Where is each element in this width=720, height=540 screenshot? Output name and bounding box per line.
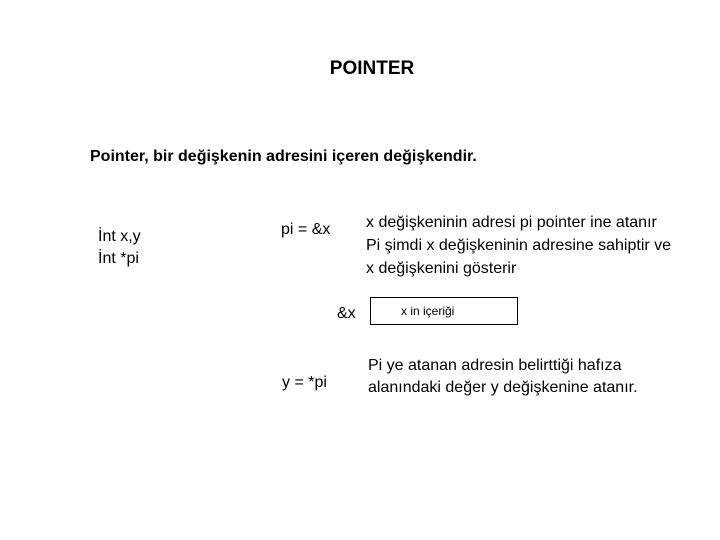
address-label: &x [337,305,356,322]
pointer-assignment: pi = &x [281,221,331,238]
deref-note-line-1: Pi ye atanan adresin belirttiği hafıza [368,357,622,374]
declaration-line-2: İnt *pi [98,250,139,267]
assignment-note-line-1: x değişkeninin adresi pi pointer ine atanır [366,214,657,231]
deref-note-line-2: alanındaki değer y değişkenine atanır. [368,379,638,396]
assignment-note-line-2: Pi şimdi x değişkeninin adresine sahiptir ve [366,237,672,254]
variable-declarations [98,226,141,270]
slide-title: POINTER [329,58,415,79]
slide-subtitle: Pointer, bir değişkenin adresini içeren değişkendir. [90,148,477,165]
pointer-assignment-note [366,211,671,280]
assignment-note-line-3: x değişkenini gösterir [366,260,517,277]
memory-cell-label: x in içeriği [401,304,455,318]
dereference-note [368,355,638,399]
declaration-line-1: İnt x,y [98,228,141,245]
dereference-assignment: y = *pi [282,374,327,391]
memory-cell-box [370,297,518,325]
